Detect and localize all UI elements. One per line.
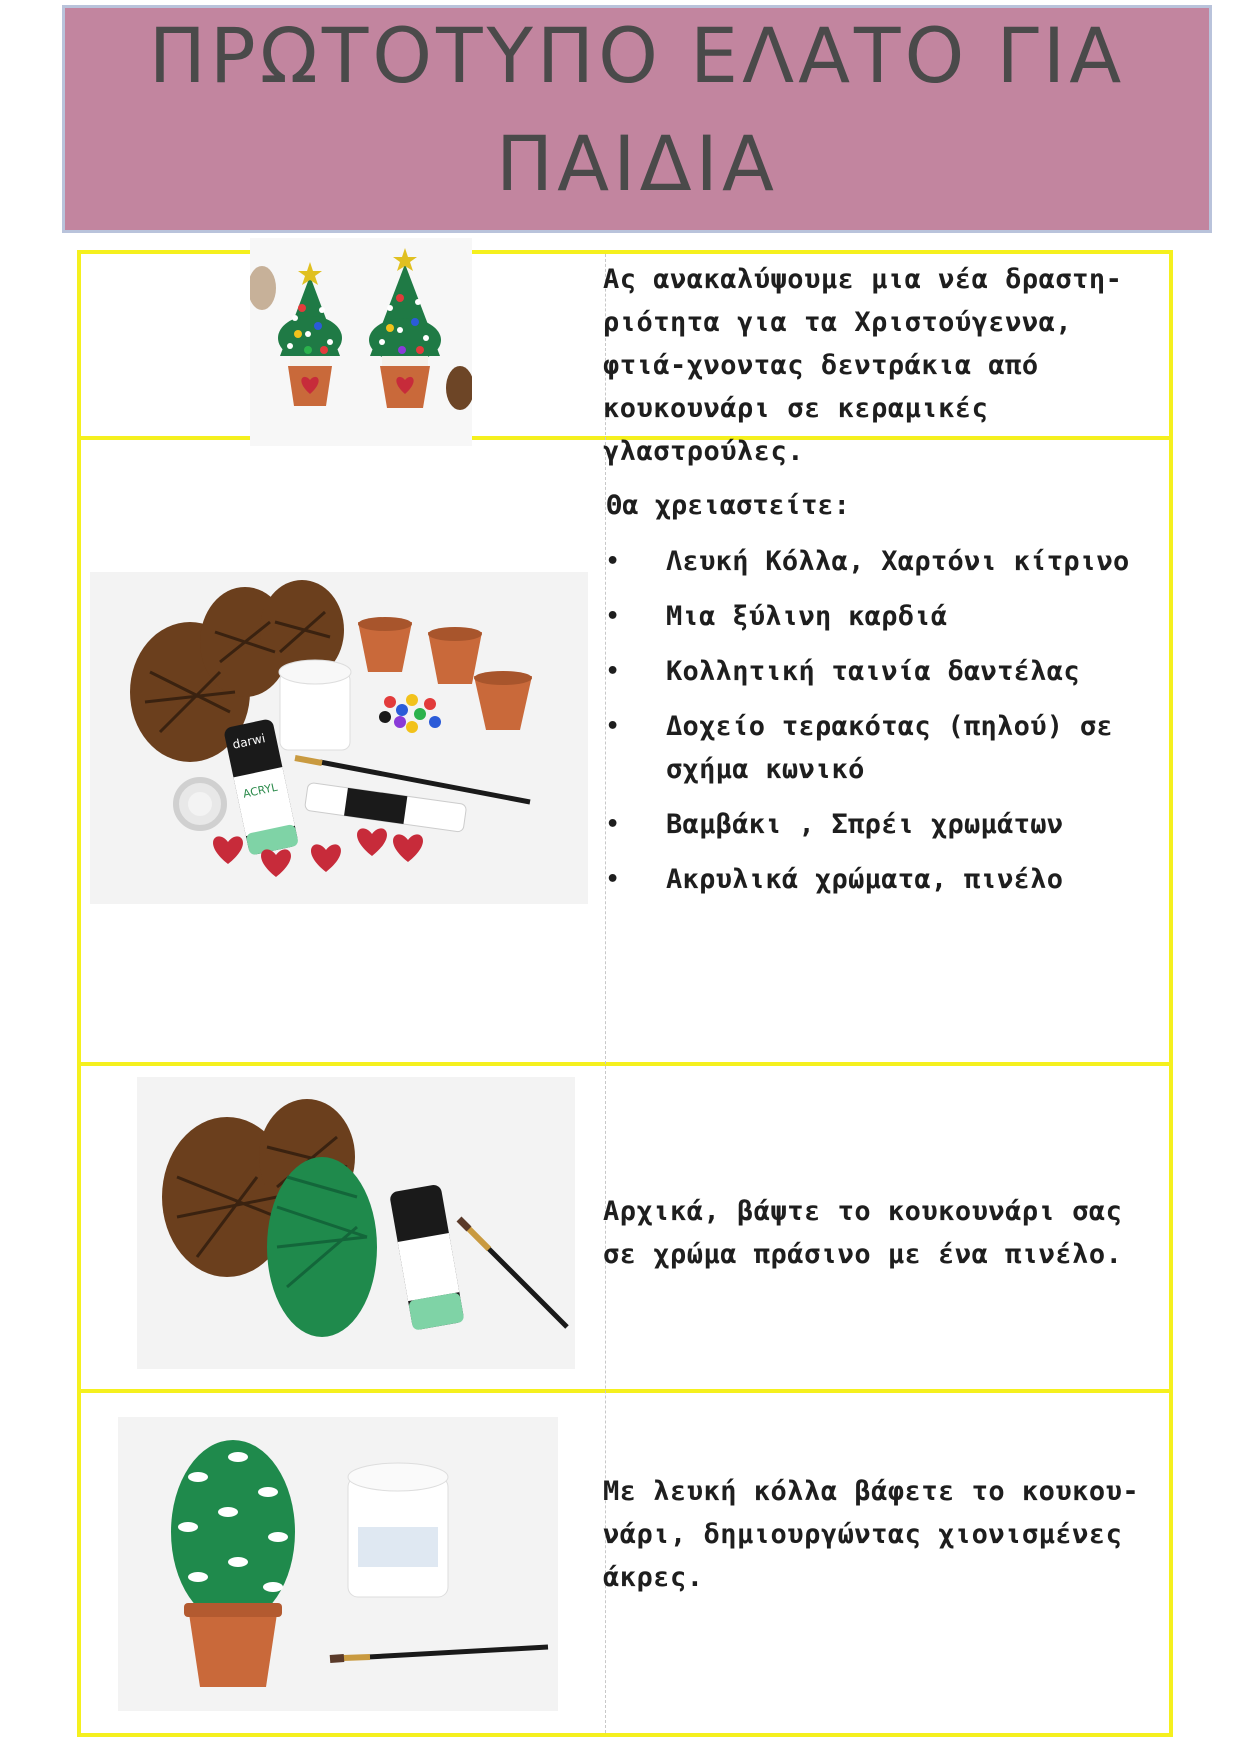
page-title-line-1: ΠΡΩΤΟΤΥΠΟ ΕΛΑΤΟ ΓΙΑ xyxy=(148,11,1126,100)
list-item: • Μια ξύλινη καρδιά xyxy=(606,595,1166,638)
title-banner xyxy=(62,5,1212,233)
list-item: • Λευκή Κόλλα, Χαρτόνι κίτρινο xyxy=(606,540,1166,583)
snow-tips-illustration xyxy=(118,1417,558,1711)
materials-photo xyxy=(90,572,588,904)
snow-tips-step-photo xyxy=(118,1417,558,1711)
painting-step-illustration xyxy=(137,1077,575,1369)
list-item: • Δοχείο τερακότας (πηλού) σε σχήμα κωνικό xyxy=(606,705,1166,791)
row-divider xyxy=(81,1389,1169,1393)
materials-heading: Θα χρειαστείτε: xyxy=(606,490,850,521)
list-item: • Κολλητική ταινία δαντέλας xyxy=(606,650,1166,693)
row-divider xyxy=(81,1062,1169,1066)
finished-trees-illustration xyxy=(250,238,472,446)
list-item: • Ακρυλικά χρώματα, πινέλο xyxy=(606,858,1166,901)
bullet-icon: • xyxy=(606,549,620,574)
bullet-icon: • xyxy=(606,812,620,837)
bullet-icon: • xyxy=(606,867,620,892)
bullet-icon: • xyxy=(606,714,620,739)
finished-trees-photo xyxy=(250,238,472,446)
bottle-brand-label: darwi xyxy=(231,731,267,752)
step-2-text: Με λευκή κόλλα βάφετε το κουκου-νάρι, δημιουργώντας χιονισμένες άκρες. xyxy=(603,1476,1140,1593)
materials-illustration xyxy=(90,572,588,904)
intro-text: Ας ανακαλύψουμε μια νέα δραστη-ριότητα για τα Χριστούγεννα, φτιά-χνοντας δεντράκια από κουκουνάρι σε κεραμικές γλαστρούλες. xyxy=(603,264,1123,467)
bottle-type-label: ACRYL xyxy=(241,780,279,801)
step-1-text: Αρχικά, βάψτε το κουκουνάρι σας σε χρώμα πράσινο με ένα πινέλο. xyxy=(603,1196,1123,1270)
page-title-line-2: ΠΑΙΔΙΑ xyxy=(496,119,778,208)
bullet-icon: • xyxy=(606,604,620,629)
bullet-icon: • xyxy=(606,659,620,684)
painting-step-photo xyxy=(137,1077,575,1369)
materials-list xyxy=(606,540,1166,913)
list-item: • Βαμβάκι , Σπρέι χρωμάτων xyxy=(606,803,1166,846)
